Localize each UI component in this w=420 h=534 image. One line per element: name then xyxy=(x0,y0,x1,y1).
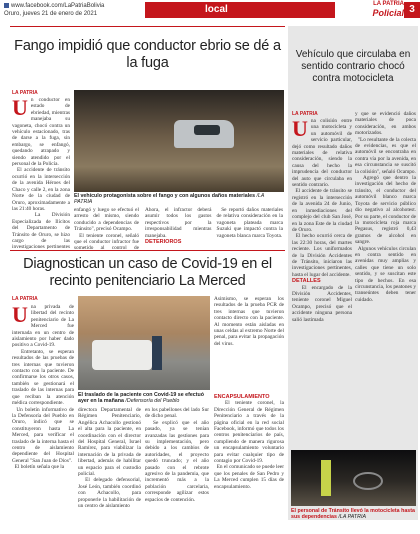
article2-col2a: Asimismo, se esperan los resultados de la prueba PCR de tres internas que tuvieron contacto directo con la paciente. Al momento están aisladas en unas celdas al extremo Norte del penal, para evitar la propagación del virus. xyxy=(214,296,284,347)
article2-caption: El traslado de la paciente con Covid-19 se efectuó ayer en la mañana /Defensoría del Pueblo xyxy=(78,392,204,405)
page-number: 3 xyxy=(404,2,420,18)
article2-photo xyxy=(78,296,210,390)
sidebar-caption: El personal de Tránsito llevó la motocicleta hasta sus dependencias /LA PATRIA xyxy=(291,508,415,521)
facebook-icon xyxy=(4,3,9,8)
article2-col1: Una privada de libertad del recinto penitenciario de La Merced fue internada en un centro de aislamiento por haber dado positivo a Covid-19. Entretanto, se esperan resultados de las pruebas de tres internas que tuvieron contacto con la paciente. De confirmarse los otros casos, también se gestionará el traslado de las internas para que reciban la atención médica correspondiente. Un boletín informativo de la Defensoría del Pueblo en Oruro, indicó que se constituyeron hasta La Merced, para verificar el traslado de la interna hasta el centro de aislamiento dependiente del Hospital General "San Juan de Dios". El boletín señala que la xyxy=(12,304,74,471)
sidebar-dropcap: U xyxy=(292,118,308,141)
sidebar-source: LA PATRIA xyxy=(292,111,318,117)
facebook-link[interactable]: www.facebook.com/LaPatriaBolivia xyxy=(4,3,104,9)
issue-date: Oruro, jueves 21 de enero de 2021 xyxy=(4,11,98,17)
officer-figure xyxy=(152,336,162,370)
article1-col1: Un conductor en estado de ebriedad, mientras manejaba su vagoneta, chocó contra un vehículo estacionado, tras de darse a la fuga, sin embargo, se enfangó, quedando atrapado y siendo atendido por el personal de la Policía. El accidente de tránsito ocurrió en la intersección de la avenida Héroes del Chaco y calle 2, en la zona Norte de la ciudad de Oruro, aproximadamente a las 21:40 horas. La División Especializada de Ilícitos del Departamento de Tránsito de Oruro, se hizo cargo de las investigaciones pertinentes xyxy=(12,97,70,250)
van-shape xyxy=(92,340,152,370)
article1-photo xyxy=(74,90,284,192)
article2-dropcap: U xyxy=(12,304,28,327)
brand-name: LA PATRIA xyxy=(373,1,404,7)
article2-source: LA PATRIA xyxy=(12,296,38,302)
sidebar-headline: Vehículo que circulaba en sentido contrario chocó contra motocicleta xyxy=(295,49,411,84)
article1-source: LA PATRIA xyxy=(12,90,38,96)
article2-col3: directora Departamental de Régimen Penitenciario, Angélica Achacollo gestionó el alta para la paciente, en coordinación con el director del Hospital General, Israel Ramírez, para viabilizar la internación de la privada de libertad, además de habilitar un espacio para el custodio policial. El delegado defensorial, José León, también coordinó con Achacollo, para proponerle la habilitación de un centro de aislamiento xyxy=(78,407,141,510)
article1-caption: El vehículo protagonista sobre el fango y con algunos daños materiales /LA PATRIA xyxy=(74,193,265,206)
sidebar-photo xyxy=(291,450,416,506)
officer-vest xyxy=(321,460,331,496)
sidebar-col1: Una colisión entre una motocicleta y un automóvil de servicio particular, dejó como resultado daños materiales de relativa consideración, siendo la causa del hecho la imprudencia del conductor del auto que circulaba en sentido contrario. El accidente de tránsito se registró en la intersección de la avenida 24 de Junio, en inmediaciones del complejo del club San José, en la zona Este de la ciudad de Oruro. El hecho ocurrió cerca de las 22:30 horas, del martes reciente. Los uniformados de la División Accidentes de Tránsito, iniciaron las investigaciones pertinentes, hasta el lugar del accidente. DETALLES El encargado de la División Accidentes, teniente coronel Miguel Ocampo, precisó que el accidente ninguna persona salió lastimada xyxy=(292,118,352,323)
car-window xyxy=(194,125,220,135)
article1-headline: Fango impidió que conductor ebrio se dé a la fuga xyxy=(10,26,285,86)
article2-col4: en los pabellones del lado Sur de dicho penal. Se explicó que el año pasado, ya se tenían avanzadas las gestiones para su implementación, pero debido a los cambios de autoridades, el proyecto quedó truncado; y el año pasado con el rebrote agresivo de la pandemia, que incrementó más a la población carcelaria, corresponde agilizar estos espacios de contención. xyxy=(145,407,209,503)
article2-headline: Diagnostican un caso de Covid-19 en el recinto penitenciario La Merced xyxy=(10,250,285,294)
article2-col2b: ENCAPSULAMIENTO El teniente coronel, la Dirección General de Régimen Penitenciario a través de la página oficial en la red social Facebook, informó que todos los centros penitenciarios de país, cumpliendo de manera rigurosa un encapsulamiento voluntario para evitar cualquier tipo de contagio por Covid-19. En el comunicado se puede leer que los penales de San Pedro y La Merced cumplen 15 días de encapsulamiento. xyxy=(214,394,284,490)
article1-col3: Ahora, el infractor deberá asumir todos los gastos respectivos por la irresponsabilidad mientras manejaba. DETERIOROS Se reportó daños materiales de relativa consideración en la vagoneta plateada marca Suzuki que impactó contra la vagoneta blanca marca Toyota. xyxy=(145,207,283,246)
article1-dropcap: U xyxy=(12,97,28,120)
motorcycle-shape xyxy=(353,472,383,490)
section-banner: local xyxy=(145,2,335,18)
sidebar-col2: y que se evidenció daños materiales de poca consideración, en ambos motorizados. "Lo resultante de la colecta de evidencias, es que el automóvil se encontraba en contra vía por la avenida, en esa circunstancia se suscitó la colisión", señaló Ocampo. Agregó que dentro la investigación del hecho de tránsito, el conductor del automóvil blanco marca Toyota de servicio público dio negativo al alcohotest. Por su parte, el conductor de la motocicleta roja marca Pegasus, registró 0,43 gramos de alcohol en sangre. Algunos vehículos circulan en contra sentido en avenidas muy amplias y calles que tiene un solo sentido, y se suscitan este tipo de hechos. En esa circunstancia, los peatones y transeúntes deben tener cuidado. xyxy=(355,111,416,303)
section-name: Policial xyxy=(372,8,404,18)
article1-col2: enfangó y luego se efectuó el arresto del mismo, siendo conducido a dependencias de Tránsito", precisó Ocampo. El teniente coronel, señaló que el conductor infractor fue sometido al control de xyxy=(74,207,139,251)
